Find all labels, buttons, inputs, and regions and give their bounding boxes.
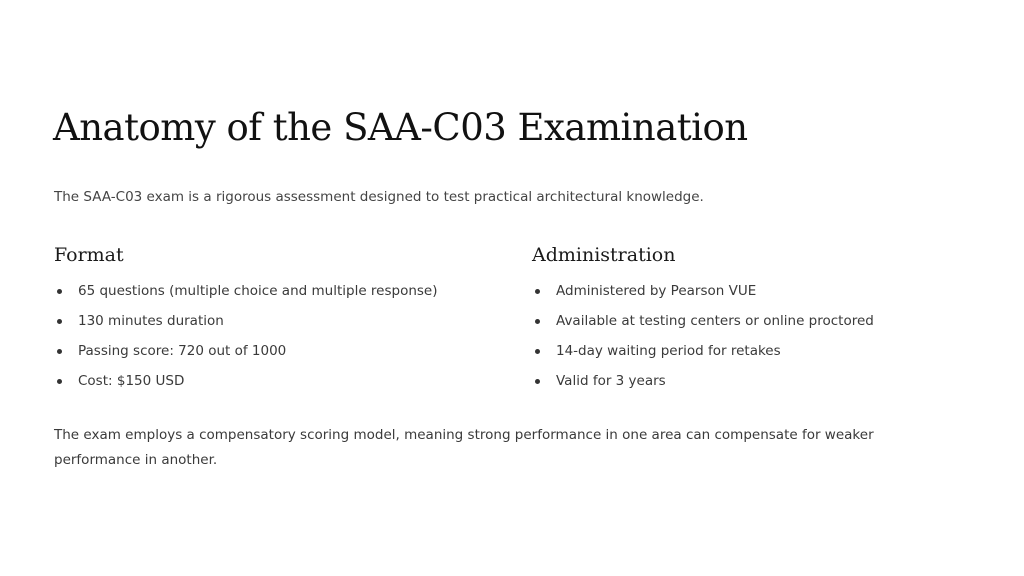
format-list xyxy=(54,282,494,402)
footer-paragraph: The exam employs a compensatory scoring model, meaning strong performance in one area can compensate for weaker performance in another. xyxy=(54,427,874,468)
list-item: 130 minutes duration xyxy=(54,312,494,342)
administration-heading: Administration xyxy=(532,244,676,266)
list-item: 14-day waiting period for retakes xyxy=(532,342,972,372)
list-item: Available at testing centers or online proctored xyxy=(532,312,972,342)
list-item: Valid for 3 years xyxy=(532,372,972,402)
list-item: 65 questions (multiple choice and multiple response) xyxy=(54,282,494,312)
administration-column xyxy=(532,244,972,402)
format-heading: Format xyxy=(54,244,124,266)
slide-title: Anatomy of the SAA-C03 Examination xyxy=(53,106,748,149)
list-item: Administered by Pearson VUE xyxy=(532,282,972,312)
slide-subtitle: The SAA-C03 exam is a rigorous assessment designed to test practical architectural knowledge. xyxy=(54,189,704,205)
list-item: Cost: $150 USD xyxy=(54,372,494,402)
list-item: Passing score: 720 out of 1000 xyxy=(54,342,494,372)
administration-list xyxy=(532,282,972,402)
format-column xyxy=(54,244,494,402)
